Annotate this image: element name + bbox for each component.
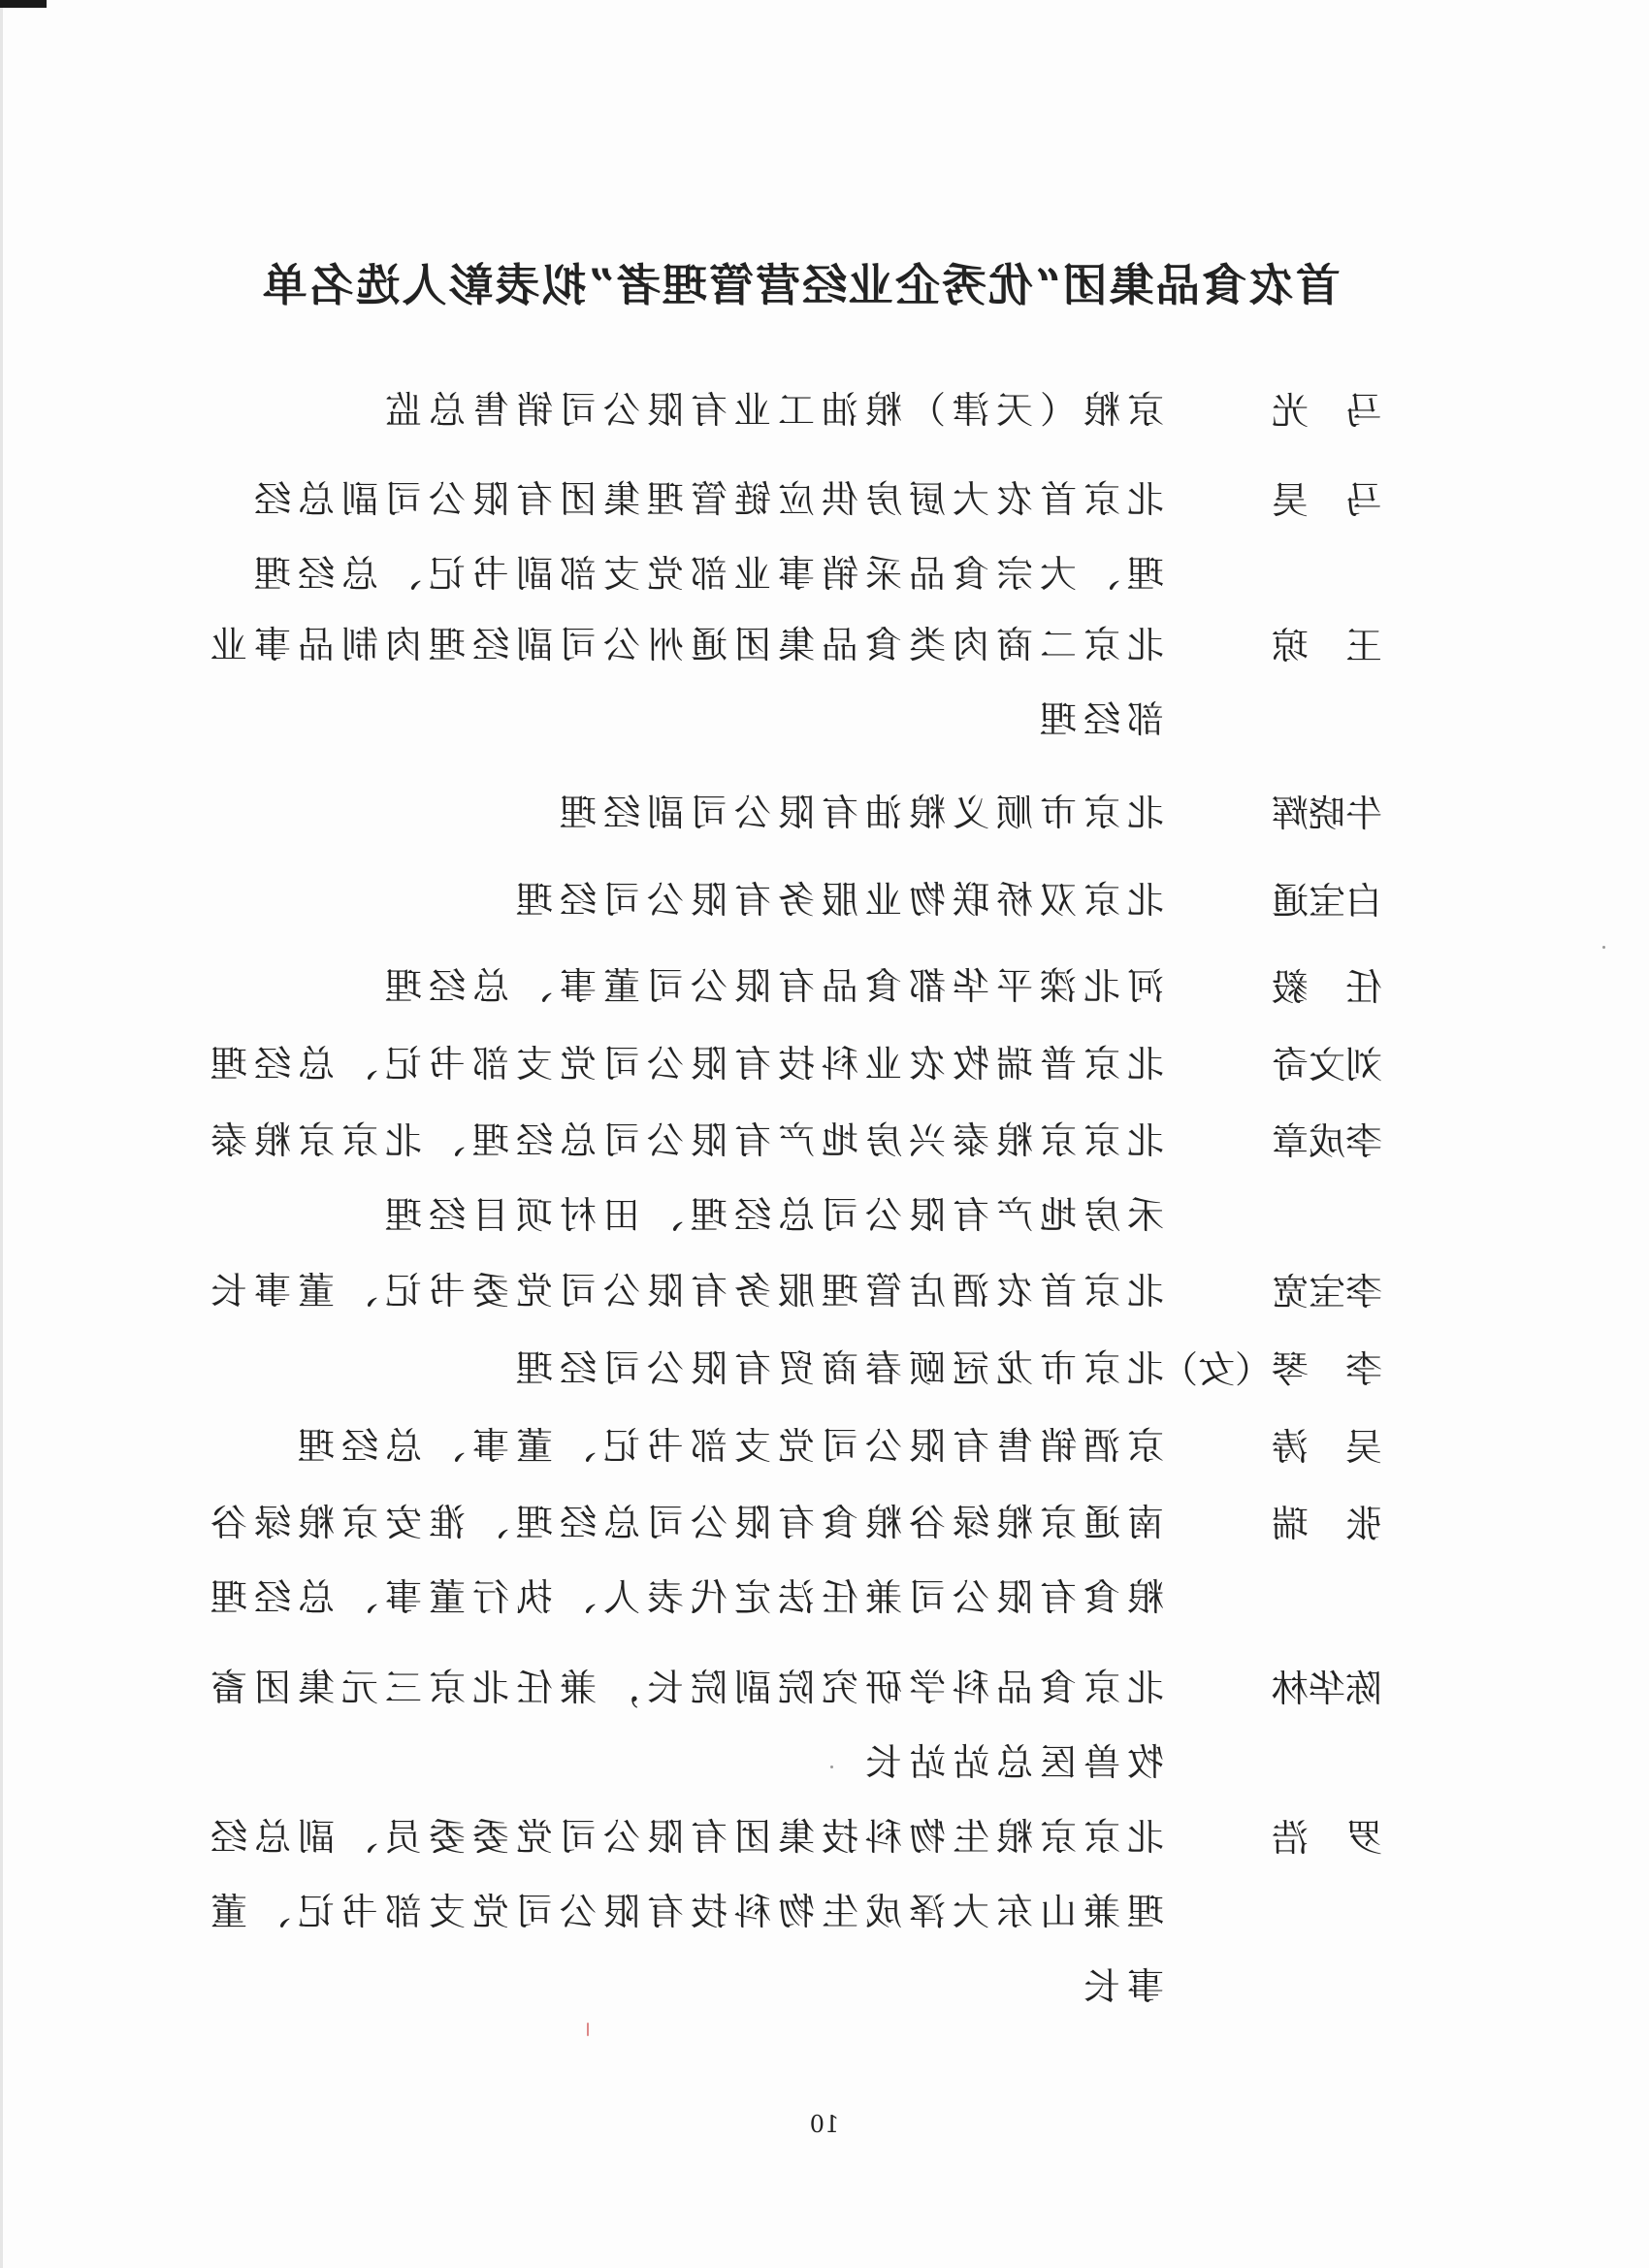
person-description: 北京首农酒店管理服务有限公司党委书记、董事长 [203,1270,1164,1312]
person-description: 北京普瑞牧农业科技有限公司党支部书记、总经理 [203,1043,1164,1085]
person-description: 京酒销售有限公司党支部书记、董事、总经理 [290,1425,1164,1468]
person-name: 马 昊 [1271,479,1382,522]
person-name: 吴 涛 [1271,1426,1382,1469]
person-description: 北京食品科学研究院副院长，兼任北京三元集团畜牧兽医总站站长 [203,1667,1164,1784]
person-name: 李 琴（女） [1160,1348,1382,1391]
person-name: 罗 浩 [1271,1817,1382,1860]
person-description: 北京京粮生物科技集团有限公司党委委员、副总经理兼山东大泽成生物科技有限公司党支部书记、董事长 [203,1816,1164,2008]
page-number: 10 [809,2111,840,2138]
scan-speck [1602,946,1605,949]
person-description: 京粮（天津）粮油工业有限公司销售总监 [377,389,1164,432]
person-description: 南通京粮绿谷粮食有限公司总经理、淮安京粮绿谷粮食有限公司兼任法定代表人、执行董事、总经理 [203,1502,1164,1619]
person-description: 北京首农大厨房供应链管理集团有限公司副总经理、大宗食品采销事业部党支部副书记、总经理 [246,478,1164,596]
person-name: 牛晓辉 [1271,793,1382,835]
person-description: 北京市顺义粮油有限公司副经理 [552,792,1164,834]
person-description: 北京二商肉类食品集团通州公司副经理肉制品事业部经理 [203,624,1164,741]
person-name: 王 琼 [1271,625,1382,667]
person-name: 刘文奇 [1271,1044,1382,1086]
scan-speck [830,1766,833,1768]
person-name: 马 光 [1271,390,1382,433]
document-title: 首农食品集团“优秀企业经营管理者”拟表彰人选名单 [260,259,1341,311]
scan-mark [587,2023,589,2036]
person-description: 北京市龙冠颐春商贸有限公司经理 [508,1347,1164,1390]
person-name: 李宝宽 [1271,1271,1382,1313]
person-description: 北京京粮泰兴房地产有限公司总经理、北京京粮泰禾房地产有限公司总经理、田村项目经理 [203,1119,1164,1237]
person-name: 陈华林 [1271,1668,1382,1710]
person-name: 白宝通 [1271,880,1382,923]
person-name: 李成章 [1271,1120,1382,1163]
person-description: 河北滦平华都食品有限公司董事、总经理 [377,965,1164,1008]
person-description: 北京双桥联物业服务有限公司经理 [508,879,1164,922]
person-name: 任 毅 [1271,966,1382,1009]
person-name: 张 瑞 [1271,1503,1382,1545]
